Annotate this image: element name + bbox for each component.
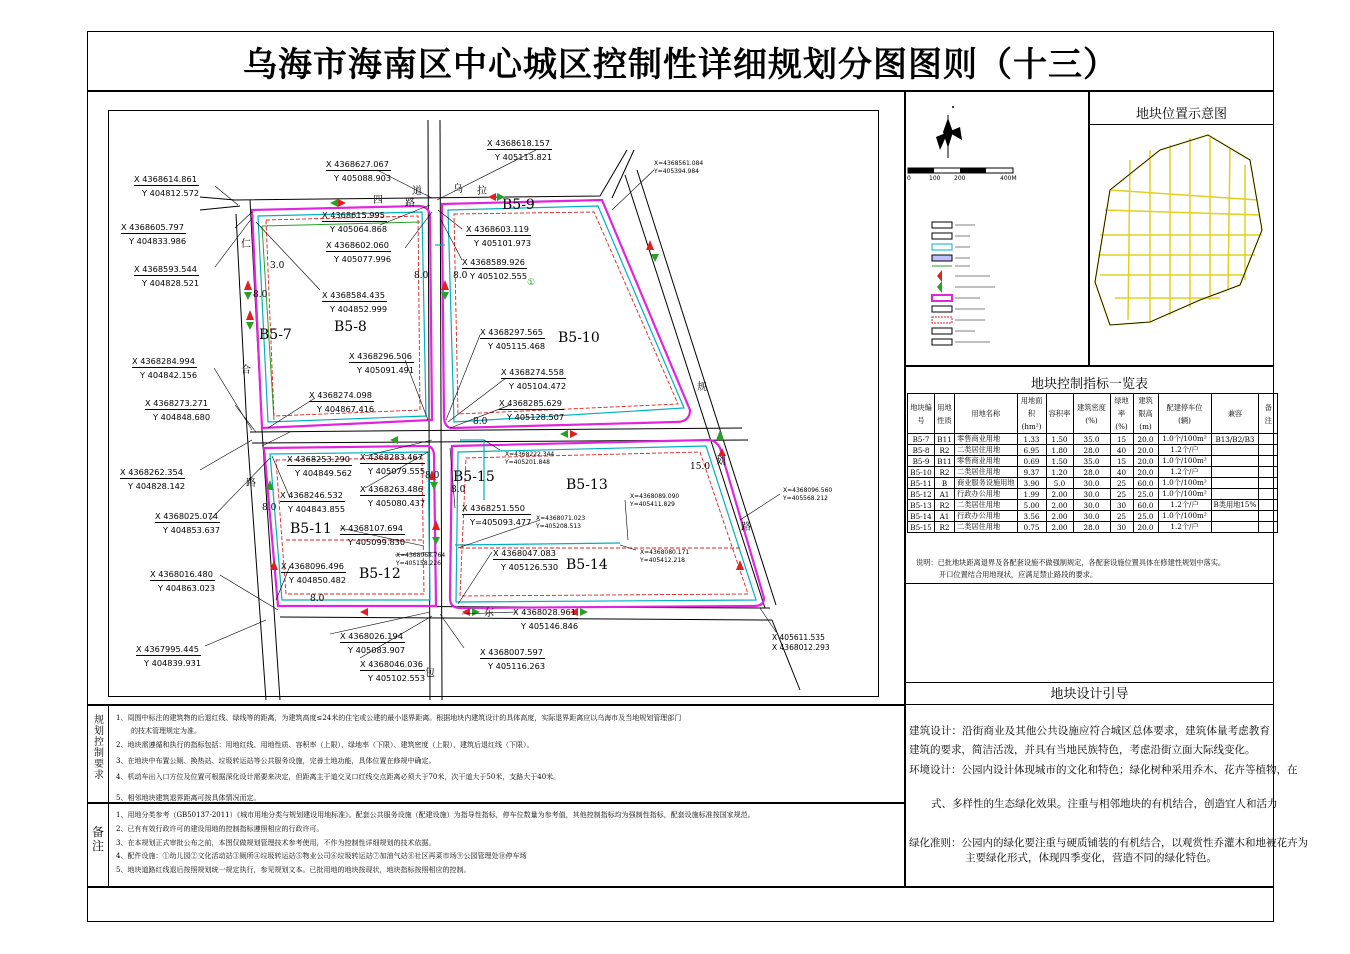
- table-cell: 3.90: [1017, 478, 1046, 489]
- footer-strip: [87, 887, 1274, 922]
- coord-label: X 4368251.550 Y=405093.477: [462, 503, 532, 527]
- table-cell: B类用地15%: [1211, 500, 1259, 511]
- coord-label-small: X=4368222.344 Y=405201.848: [505, 451, 555, 466]
- table-cell: 30.0: [1073, 489, 1110, 500]
- table-header: 建筑密度(%): [1073, 394, 1110, 434]
- table-cell: 1.50: [1046, 456, 1073, 467]
- coord-label: X 4368016.480 Y 404863.023: [150, 569, 216, 593]
- coord-label: X 4368262.354 Y 404828.142: [120, 467, 186, 491]
- indicator-title: 地块控制指标一览表: [1030, 377, 1148, 392]
- table-cell: 9.37: [1017, 467, 1046, 478]
- table-cell: 20.0: [1133, 434, 1158, 445]
- road-name-char: 路: [405, 198, 415, 209]
- note-item: 3、在本规划正式审批公布之前，本图仅做规划管理技术参考使用，不作为控制性详细规划的技术依据。: [116, 839, 436, 847]
- table-cell: 6.95: [1017, 445, 1046, 456]
- table-header: 配建停车位(辆): [1158, 394, 1211, 434]
- table-cell: 1.50: [1046, 434, 1073, 445]
- road-name-char: 拉: [477, 186, 487, 197]
- table-cell: 1.99: [1017, 489, 1046, 500]
- road-name-char: 规: [697, 382, 707, 393]
- table-cell: [1211, 511, 1259, 522]
- table-cell: 1.2个/户: [1158, 522, 1211, 533]
- coord-label-small: X=4368080.171 Y=405412.218: [640, 549, 690, 564]
- rule-item: 1、周围中标注的建筑物的后退红线、绿线等的距离，为建筑高度≤24米的住宅或公建的最小退界距离。根据地块内建筑设计的具体高度，实际退界距离应以乌海市及当地规划管理部门: [116, 714, 682, 722]
- table-cell: 15: [1110, 456, 1133, 467]
- coord-label: X 4368284.994 Y 404842.156: [132, 356, 198, 380]
- table-row: [908, 500, 1278, 511]
- table-header: 兼容: [1211, 394, 1259, 434]
- table-cell: 1.0个/100m²: [1158, 434, 1211, 445]
- rule-item: 5、相邻地块建筑退界距离可按具体情况而定。: [116, 794, 261, 802]
- coord-label: X 4368615.995 Y 405064.868: [322, 210, 388, 234]
- table-cell: 40: [1110, 467, 1133, 478]
- table-cell: B5-9: [908, 456, 935, 467]
- table-cell: [1211, 456, 1259, 467]
- road-name-char: 乌: [453, 184, 463, 195]
- table-cell: [1211, 489, 1259, 500]
- table-cell: [1211, 522, 1259, 533]
- plot-label-b5-13: B5-13: [566, 477, 608, 493]
- coord-label: X 4368273.271 Y 404848.680: [145, 398, 211, 422]
- table-cell: 2.00: [1046, 522, 1073, 533]
- setback-dim: 8.0: [253, 290, 268, 300]
- table-cell: [1259, 467, 1278, 478]
- rule-item: 的技术管理规定为准。: [131, 727, 201, 735]
- table-header: 建筑限高(m): [1133, 394, 1158, 434]
- design-green: 绿化准则：公园内的绿化要注重与硬质铺装的有机结合，以观赏性乔灌木和地被花卉为: [909, 837, 1308, 849]
- scale-label: 0: [907, 175, 911, 182]
- design-env: 环境设计：公园内设计体现城市的文化和特色；绿化树种采用乔木、花卉等植物，在: [909, 764, 1298, 776]
- coord-label: X 4368605.797 Y 404833.986: [121, 222, 187, 246]
- table-cell: 20.0: [1133, 456, 1158, 467]
- table-cell: 30.0: [1073, 500, 1110, 511]
- table-cell: 行政办公用地: [955, 489, 1018, 500]
- table-cell: 1.2个/户: [1158, 467, 1211, 478]
- table-cell: 25: [1110, 478, 1133, 489]
- coord-label: X 4368618.157 Y 405113.821: [487, 138, 553, 162]
- table-cell: [1211, 445, 1259, 456]
- table-header: 绿地率(%): [1110, 394, 1133, 434]
- table-cell: 25.0: [1133, 511, 1158, 522]
- table-row: [908, 456, 1278, 467]
- scale-label: 400M: [1000, 175, 1017, 182]
- table-cell: [1259, 445, 1278, 456]
- north-arrow-icon: [936, 106, 962, 158]
- coord-label: X 4368096.496 Y 404850.482: [281, 561, 347, 585]
- setback-dim: 3.0: [270, 261, 285, 271]
- table-cell: [1259, 522, 1278, 533]
- coord-label: X 4368107.694 Y 405099.830: [340, 523, 406, 547]
- table-cell: 30.0: [1073, 511, 1110, 522]
- table-cell: 15: [1110, 434, 1133, 445]
- table-cell: 2.00: [1046, 489, 1073, 500]
- rules-label: 规划控制要求: [94, 715, 104, 781]
- table-cell: 0.75: [1017, 522, 1046, 533]
- table-cell: 0.69: [1017, 456, 1046, 467]
- design-green: 主要绿化形式，体现四季变化，营造不同的绿化特色。: [965, 852, 1217, 864]
- table-cell: 1.0个/100m²: [1158, 456, 1211, 467]
- indicator-table-wrap: [907, 393, 1278, 533]
- table-header: 用地性质: [935, 394, 955, 434]
- rule-item: 3、在地块中布置公厕、换热站、垃圾转运站等公共服务设施，完善土地功能，具体位置在修规中确定。: [116, 757, 436, 765]
- coord-label: X 4368028.961 Y 405146.846: [513, 607, 579, 631]
- table-cell: R2: [935, 445, 955, 456]
- table-cell: 30: [1110, 500, 1133, 511]
- coord-label: X 4368274.558 Y 405104.472: [501, 367, 567, 391]
- scale-bar: [908, 168, 1013, 173]
- table-header: 地块编号: [908, 394, 935, 434]
- table-cell: 二类居住用地: [955, 500, 1018, 511]
- legend-swatches: [932, 222, 952, 345]
- coord-label-small: X=4368071.023 Y=405208.513: [536, 515, 586, 530]
- setback-dim: 8.0: [451, 485, 466, 495]
- design-title: 地块设计引导: [1050, 687, 1129, 702]
- coord-label: X 4367995.445 Y 404839.931: [136, 644, 202, 668]
- coord-label: X 4368603.119 Y 405101.973: [466, 224, 532, 248]
- coord-label: X 4368026.194 Y 405083.907: [340, 631, 406, 655]
- note-item: 4、配件设施：①幼儿园②文化活动站③厕所④垃圾转运站⑤物业公司⑥垃圾转运站⑦加油气站⑧社区再菜市场⑨公园管理处⑩停车场: [116, 852, 527, 860]
- setback-dim: 8.0: [473, 417, 488, 427]
- coord-label: X 4368046.036 Y 405102.553: [360, 659, 426, 683]
- indicator-table: [907, 393, 1278, 533]
- coord-label: X 4368025.074 Y 404853.637: [155, 511, 221, 535]
- table-cell: 1.80: [1046, 445, 1073, 456]
- coord-label: X 4368263.486 Y 405080.437: [360, 484, 426, 508]
- table-cell: 28.0: [1073, 522, 1110, 533]
- table-cell: [1211, 467, 1259, 478]
- table-cell: B5-12: [908, 489, 935, 500]
- table-cell: 1.33: [1017, 434, 1046, 445]
- road-name-char: 仁: [241, 239, 251, 250]
- indicator-header-row: [908, 394, 1278, 434]
- table-cell: B5-10: [908, 467, 935, 478]
- table-cell: 零售商业用地: [955, 456, 1018, 467]
- table-cell: 25: [1110, 489, 1133, 500]
- design-arch: 建筑设计：沿街商业及其他公共设施应符合城区总体要求，建筑体量考虑教育建筑的要求，简洁活泼，并具有当地民族特色，考虑沿街立面大际线变化。: [909, 725, 1270, 756]
- table-cell: 35.0: [1073, 434, 1110, 445]
- table-cell: 35.0: [1073, 456, 1110, 467]
- note-item: 5、地块道路红线退后按照规划统一规定执行，参见规划文本。已批用地的地块按现状，地块指标按照相应的控制。: [116, 866, 471, 874]
- indicator-note: 说明：已批地块距离退界及各配套设施不做强制规定，各配套设施位置具体在修建性规划中落实。: [916, 558, 1226, 567]
- setback-dim: 8.0: [414, 271, 429, 281]
- setback-dim: 8.0: [310, 594, 325, 604]
- road-name-char: 道: [412, 186, 422, 197]
- table-cell: 1.2个/户: [1158, 500, 1211, 511]
- road-name-char: 包: [425, 668, 435, 679]
- table-cell: 20.0: [1133, 522, 1158, 533]
- table-cell: 28.0: [1073, 445, 1110, 456]
- coord-label: X 4368297.565 Y 405115.468: [480, 327, 546, 351]
- table-cell: B11: [935, 434, 955, 445]
- table-cell: [1259, 456, 1278, 467]
- table-cell: B13/B2/B3: [1211, 434, 1259, 445]
- table-cell: 5.0: [1046, 478, 1073, 489]
- table-cell: B5-7: [908, 434, 935, 445]
- table-cell: 1.0个/100m²: [1158, 511, 1211, 522]
- table-cell: 3.56: [1017, 511, 1046, 522]
- table-cell: B5-15: [908, 522, 935, 533]
- table-cell: 零售商业用地: [955, 434, 1018, 445]
- coord-label-small: X 405611.535 X 4368012.293: [772, 633, 830, 652]
- table-cell: 40: [1110, 445, 1133, 456]
- coord-label: X 4368283.467 Y 405079.555: [360, 452, 426, 476]
- plot-label-b5-7: B5-7: [259, 327, 292, 343]
- table-cell: B11: [935, 456, 955, 467]
- coord-label: X 4368253.290 Y 404849.562: [287, 454, 353, 478]
- plot-label-b5-8: B5-8: [334, 319, 367, 335]
- road-name-char: 路: [741, 522, 751, 533]
- table-row: [908, 489, 1278, 500]
- design-title-line: [905, 704, 1274, 705]
- setback-dim: 8.0: [262, 503, 277, 513]
- plot-label-b5-14: B5-14: [566, 557, 608, 573]
- table-cell: 25: [1110, 511, 1133, 522]
- notes-label: 备注: [91, 825, 104, 853]
- rule-item: 2、地块需遵循和执行的指标包括：用地红线、用地性质、容积率（上限）、绿地率（下限）、建筑密度（上限）、建筑后退红线（下限）。: [116, 741, 534, 749]
- table-cell: B5-11: [908, 478, 935, 489]
- table-cell: 2.00: [1046, 511, 1073, 522]
- table-cell: 30.0: [1073, 478, 1110, 489]
- table-cell: 30: [1110, 522, 1133, 533]
- coord-label-small: X=4368068.764 Y=405158.226: [396, 552, 446, 567]
- road-name-char: 东: [484, 608, 494, 619]
- table-cell: 1.0个/100m²: [1158, 478, 1211, 489]
- table-row: [908, 522, 1278, 533]
- table-cell: R2: [935, 522, 955, 533]
- table-cell: B5-14: [908, 511, 935, 522]
- table-cell: 二类居住用地: [955, 467, 1018, 478]
- plot-label-b5-11: B5-11: [290, 521, 332, 537]
- table-cell: R2: [935, 500, 955, 511]
- page-title: 乌海市海南区中心城区控制性详细规划分图图则（十三）: [87, 31, 1274, 91]
- coord-label-small: X=4368089.090 Y=405411.829: [630, 493, 680, 508]
- road-name-char: 划: [716, 456, 726, 467]
- scale-label: 100: [929, 175, 941, 182]
- table-header: 容积率: [1046, 394, 1073, 434]
- table-cell: 25.0: [1133, 489, 1158, 500]
- table-cell: B5-13: [908, 500, 935, 511]
- table-cell: 2.00: [1046, 500, 1073, 511]
- coord-label: X 4368627.067 Y 405088.903: [326, 159, 392, 183]
- table-cell: [1259, 511, 1278, 522]
- table-cell: [1259, 500, 1278, 511]
- coord-label: X 4368589.926 Y 405102.555: [462, 257, 528, 281]
- table-cell: 28.0: [1073, 467, 1110, 478]
- table-cell: R2: [935, 467, 955, 478]
- table-cell: 商业服务设施用地: [955, 478, 1018, 489]
- setback-dim: 8.0: [425, 471, 440, 481]
- setback-dim: 15.0: [690, 462, 711, 472]
- coord-label: X 4368007.597 Y 405116.263: [480, 647, 546, 671]
- table-cell: [1259, 478, 1278, 489]
- table-cell: 60.0: [1133, 500, 1158, 511]
- coord-label: X 4368047.083 Y 405126.530: [493, 548, 559, 572]
- indicator-note: 开口位置结合用地现状，应满足禁止路段的要求。: [939, 570, 1098, 579]
- table-row: [908, 511, 1278, 522]
- coord-label: X 4368602.060 Y 405077.996: [326, 240, 392, 264]
- coord-label: X 4368584.435 Y 404852.999: [322, 290, 388, 314]
- table-cell: B: [935, 478, 955, 489]
- design-env: 式、多样性的生态绿化效果。注重与相邻地块的有机结合，创造宜人和活力: [931, 798, 1278, 810]
- coord-label: X 4368274.098 Y 404867.416: [309, 390, 375, 414]
- table-cell: 20.0: [1133, 445, 1158, 456]
- road-name-char: 路: [246, 478, 256, 489]
- table-cell: 60.0: [1133, 478, 1158, 489]
- table-cell: 二类居住用地: [955, 445, 1018, 456]
- note-item: 1、用地分类参考（GB50137-2011）《城市用地分类与规划建设用地标准》。配套公共服务设施（配建设施）为指导性指标，停车位数量为参考值，其他控制指标均为强制性指标，配套设施标准按国家规范。: [116, 811, 755, 819]
- table-cell: 5.00: [1017, 500, 1046, 511]
- road-name-char: 四: [373, 195, 383, 206]
- table-row: [908, 434, 1278, 445]
- table-cell: A1: [935, 489, 955, 500]
- plot-label-b5-10: B5-10: [558, 330, 600, 346]
- table-cell: 1.20: [1046, 467, 1073, 478]
- table-header: 备注: [1259, 394, 1278, 434]
- table-cell: 二类居住用地: [955, 522, 1018, 533]
- table-cell: 1.0个/100m²: [1158, 489, 1211, 500]
- table-cell: B5-8: [908, 445, 935, 456]
- table-cell: 1.2个/户: [1158, 445, 1211, 456]
- table-cell: [1211, 478, 1259, 489]
- road-name-char: 合: [241, 365, 251, 376]
- table-header: 用地面积(hm²): [1017, 394, 1046, 434]
- coord-label: X 4368593.544 Y 404828.521: [134, 264, 200, 288]
- plot-label-b5-9: B5-9: [502, 197, 535, 213]
- table-cell: [1259, 489, 1278, 500]
- location-sketch: [1095, 135, 1262, 325]
- note-item: 2、已有有效行政许可的建设用地的控制指标遵照相应的行政许可。: [116, 825, 324, 833]
- setback-dim: 8.0: [453, 271, 468, 281]
- plot-label-b5-15: B5-15: [453, 469, 495, 485]
- table-row: [908, 478, 1278, 489]
- plot-label-b5-12: B5-12: [359, 566, 401, 582]
- coord-label: X 4368285.629 Y 405128.507: [499, 398, 565, 422]
- table-row: [908, 467, 1278, 478]
- location-title: 地块位置示意图: [1135, 107, 1227, 122]
- coord-label: X 4368296.506 Y 405091.491: [349, 351, 415, 375]
- scale-label: 200: [954, 175, 966, 182]
- rule-item: 4、机动车出入口方位及位置可根据深化设计需要来决定，但距离主干道交叉口红线交点距离必须大于70米，次干道大于50米，支路大于40米。: [116, 773, 561, 781]
- coord-label: X 4368614.861 Y 404812.572: [134, 174, 200, 198]
- table-cell: 20.0: [1133, 467, 1158, 478]
- table-header: 用地名称: [955, 394, 1018, 434]
- facility-marker: ①: [527, 278, 536, 288]
- coord-label-small: X=4368096.560 Y=405568.212: [783, 487, 833, 502]
- table-cell: A1: [935, 511, 955, 522]
- table-cell: [1259, 434, 1278, 445]
- table-row: [908, 445, 1278, 456]
- coord-label: X 4368246.532 Y 404843.855: [280, 490, 346, 514]
- table-cell: 行政办公用地: [955, 511, 1018, 522]
- coord-label-small: X=4368561.084 Y=405394.984: [654, 160, 704, 175]
